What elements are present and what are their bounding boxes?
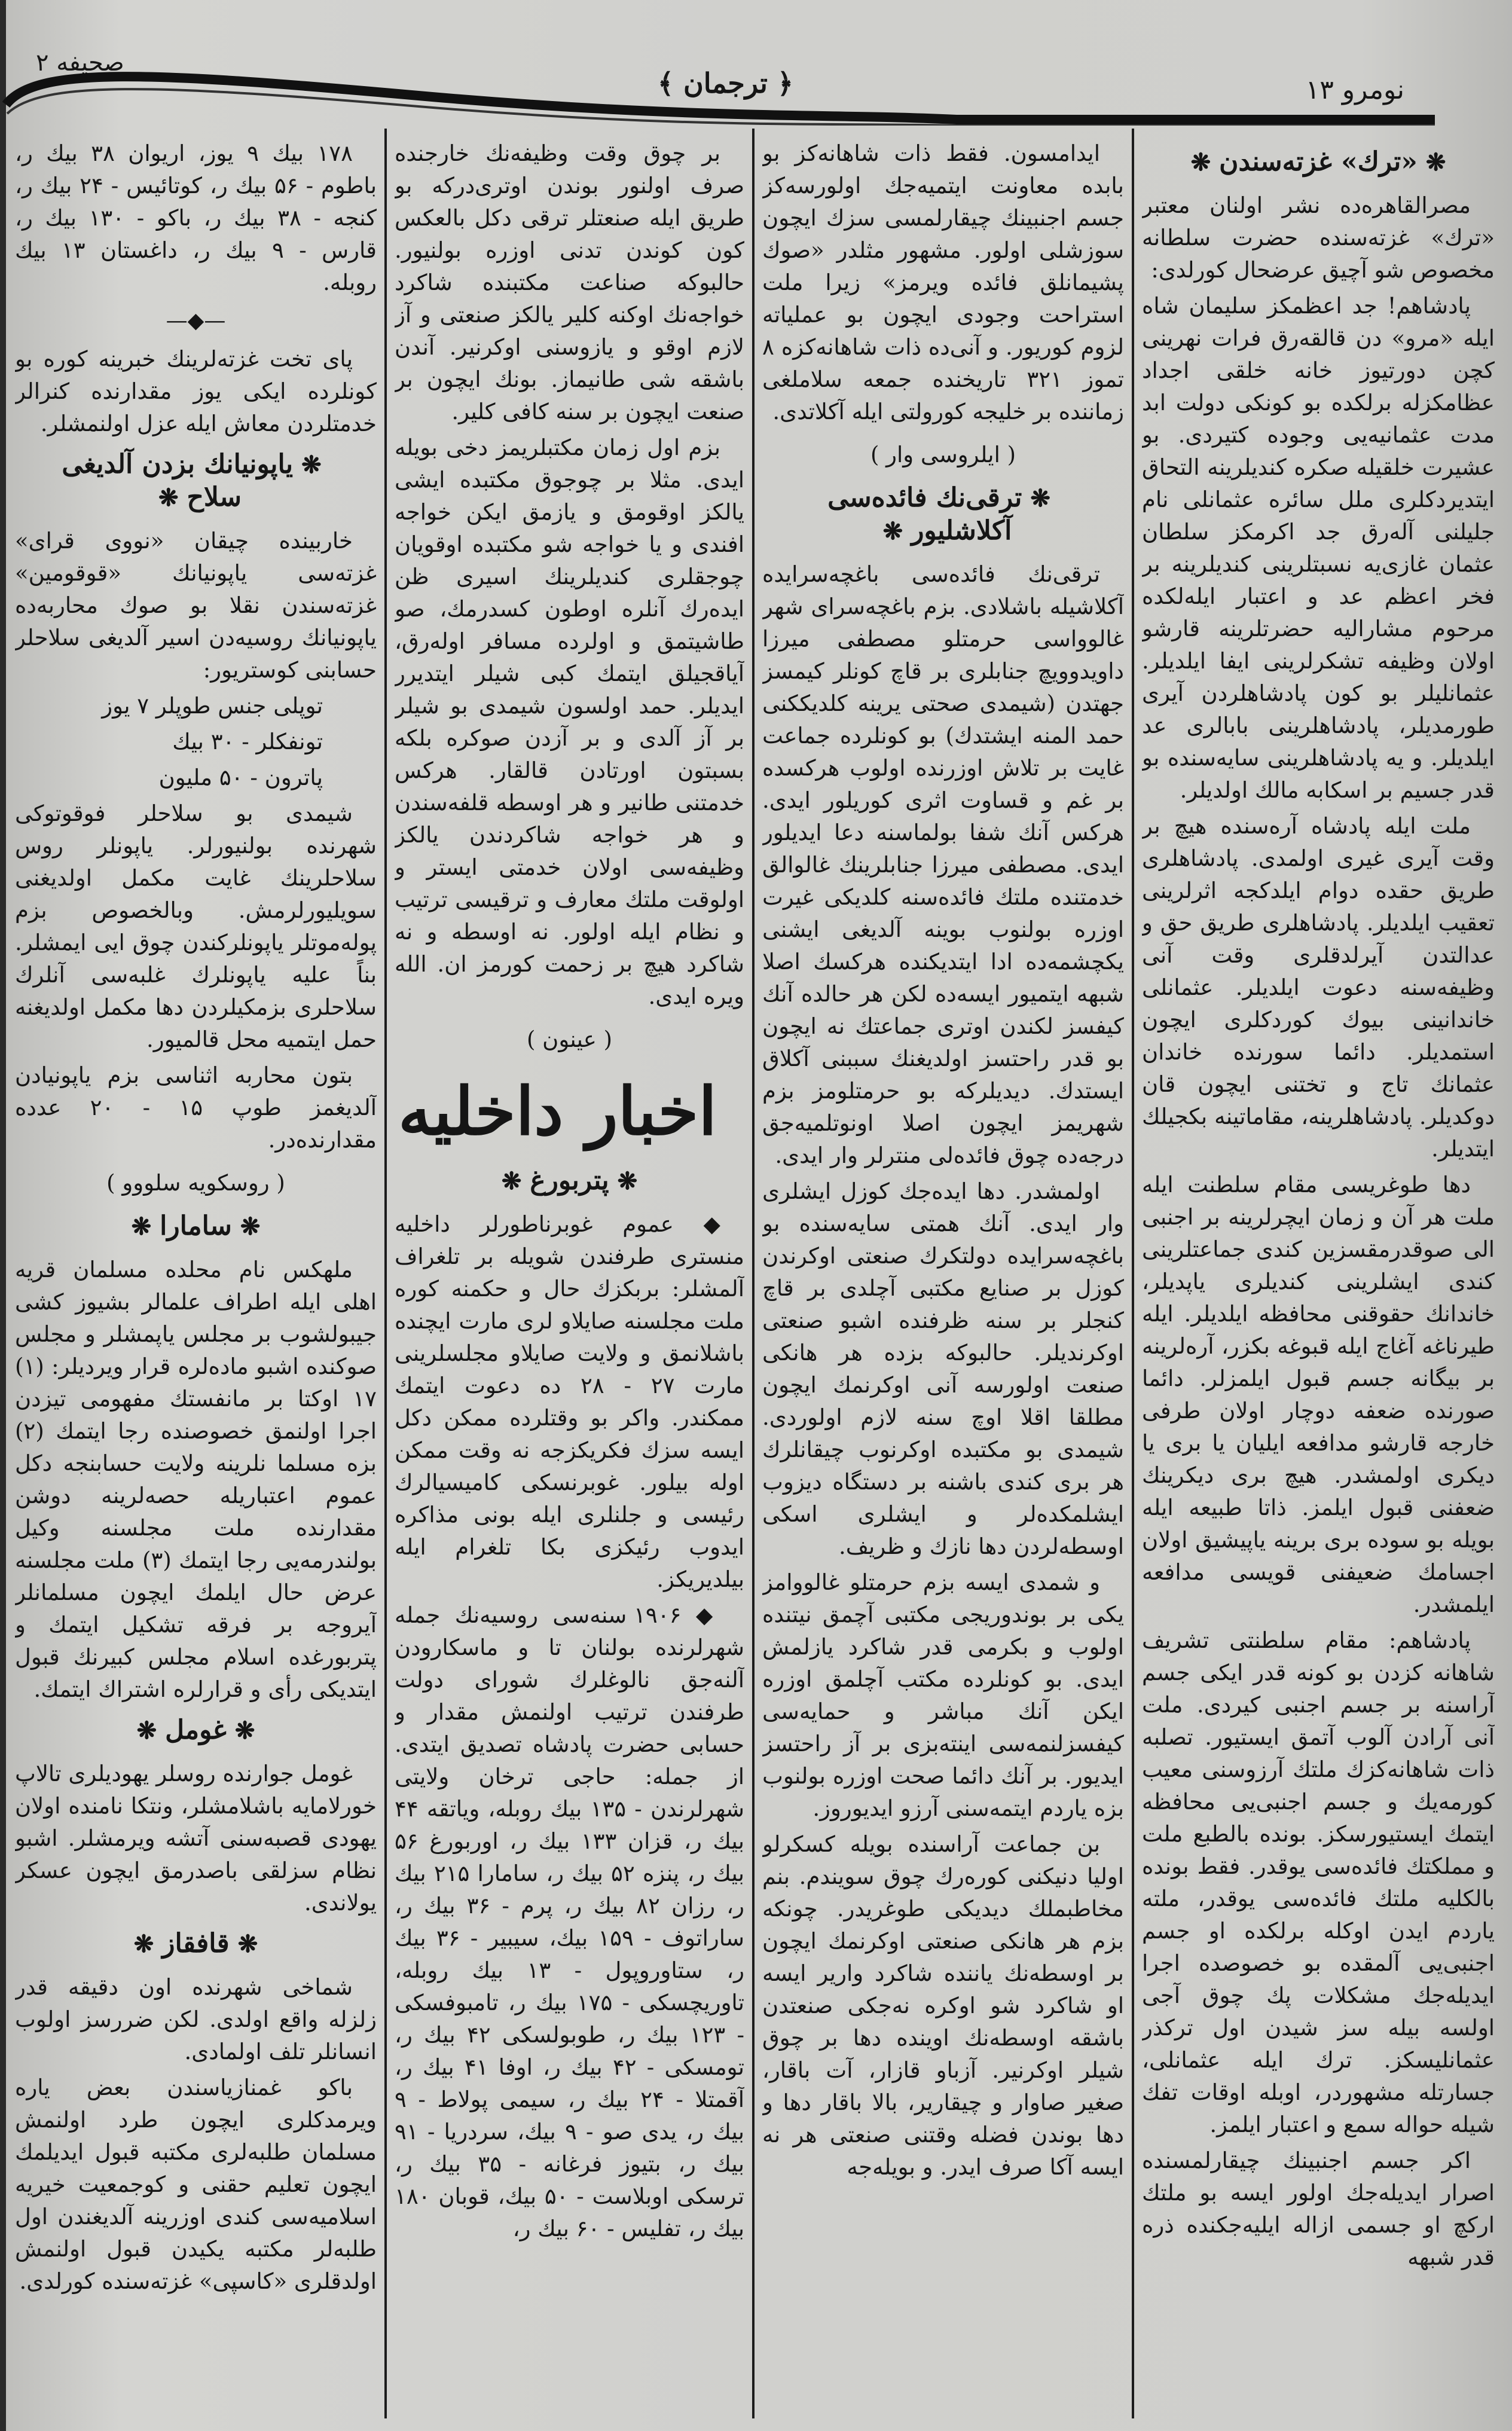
- ornament-icon: ❋: [882, 517, 903, 545]
- article-paragraph: ◆ ۱۹۰۶ سنه‌سی روسیه‌نك جمله شهرلرنده بولنان تا و ماسكارودن آلنه‌جق نالوغلرك شورای دولت طرفندن ترتیب اولنمش مقدار و حسابی حضرت پادشاه تصدیق ایتدی. از جمله: حاجی ترخان ولایتی شهرلرندن - ۱۳۵ بیك روبله، ویاتقه ۴۴ بیك ر، قزان ۱۳۳ بیك ر، اوربورغ ۵۶ بیك ر، پنزه ۵۲ بیك ر، سامارا ۲۱۵ بیك ر، رزان ۸۲ بیك ر، پرم - ۳۶ بیك ر، ساراتوف - ۱۵۹ بیك، سیبیر - ۳۶ بیك ر، ستاوروپول - ۱۳ بیك روبله، تاوریچسكی - ۱۷۵ بیك ر، تامبوفسكی - ۱۲۳ بیك ر، طوبولسكی ۴۲ بیك ر، تومسكی - ۴۲ بیك ر، اوفا ۴۱ بیك ر، آقمتلا - ۲۴ بیك ر، سیمی پولاط - ۹ بیك ر، یدی صو - ۹ بیك، سردریا - ۹۱ بیك ر، بتیوز فرغانه - ۳۵ بیك ر، ترسكی اوبلاست - ۵۰ بیك، قوبان ۱۸۰ بیك ر، تفلیس - ۶۰ بیك ر،: [395, 1602, 744, 2241]
- heading-text: یاپونیانك بزدن آلدیغی سلاح: [62, 449, 294, 512]
- heading-text: پتربورغ: [530, 1165, 609, 1196]
- ornament-icon: ❋: [158, 484, 179, 512]
- scan-edge: [0, 0, 6, 2431]
- article-paragraph: بتون محاربه اثناسی بزم یاپونیادن آلدیغمز طوپ ۱۵ - ۲۰ عدده مقدارنده‌در.: [15, 1062, 377, 1153]
- separator-ornament: —◆—: [166, 309, 226, 333]
- newspaper-title: ﴾ ترجمان ﴿: [658, 67, 793, 99]
- ornament-icon: ❋: [131, 1213, 152, 1241]
- section-heading: [15, 448, 377, 514]
- ornament-icon: ❋: [234, 1717, 255, 1745]
- column-rule: [384, 129, 387, 2418]
- byline-note: ( عینون ): [526, 1027, 613, 1052]
- section-heading: [395, 1165, 744, 1198]
- ornament-icon: ❋: [501, 1167, 522, 1195]
- list-item: پاترون - ۵۰ ملیون: [158, 765, 323, 790]
- ornament-icon: ❋: [301, 451, 322, 479]
- article-paragraph: اولمشدر. دها ایدەجك كوزل ایشلری وار ایدی. آنك همتی سایه‌سنده بو باغچه‌سرایده دولتكرك صنعتی اوكرندن كوزل بر صنایع مكتبی آچلدی بر قاچ كنجلر بر سنه ظرفنده اشبو صنعتی اوكرندیلر. حالبوكه بزده هر هانكی صنعت اولورسه آنی اوكرنمك ایچون مطلقا اقلا اوچ سنه لازم اولوردی. شیمدی بو مكتبده اوكرنوب چیقانلرك هر بری كندی باشنه بر دستگاه دیزوب ایشلمكده‌لر و ایشلری اسكی اوسطه‌لردن دها نازك و ظریف.: [762, 1178, 1124, 1559]
- column-2: [762, 138, 1124, 2415]
- article-paragraph: بن جماعت آراسنده بویله كسكرلو اولیا دنیكنی كوره‌رك چوق سویندم. بنم مخاطبملك دیدیكی طوغریدر. چونكه بزم هر هانكی صنعتی اوكرنمك ایچون بر اوسطه‌نك یاننده شاكرد واریر ایسه او شاكرد شو اوكره نه‌جكی صنعتدن باشقه اوسطه‌نك اوینده دها بر چوق شیلر اوكرنیر. آزباو قازار، آت باقار، صغیر صاوار و چیقاریر، بالا باقار دها و دها بوندن فضله وقتنی صنعتی هر نه ایسه آكا صرف ایدر. و بویله‌جه: [762, 1831, 1124, 2180]
- section-heading: [15, 1714, 377, 1747]
- list-item: توپلی جنس طوپلر ۷ یوز: [102, 693, 323, 719]
- article-paragraph: ملهكس نام محلده مسلمان قریه اهلی ایله اطراف علمالر بشیوز كشی جیبولشوب بر مجلس یاپمشلر و مجلس صوكنده اشبو ماده‌لره قرار ویردیلر: (۱) ۱۷ اوكتا بر مانفستك مفهومی تیزدن اجرا اولنمق خصوصنده رجا ایتمك (۲) بزه مسلما نلرینه ولایت حسابنجه دكل عموم اعتباریله حصه‌لرینه دوشن مقدارنده ملت مجلسنه وكیل بولندرمه‌یی رجا ایتمك (۳) ملت مجلسنه عرض حال ایلمك ایچون مسلمانلر آیروجه بر فرقه تشكیل ایتمك و پتربورغده اسلام مجلس كبیرنك قبول ایتدیكی رأی و قرارلره اشتراك ایتمك.: [15, 1257, 377, 1702]
- article-paragraph: خاربینده چیقان «نووی قرای» غزته‌سی یاپونیانك «قوقومین» غزته‌سندن نقلا بو صوك محاربه‌ده یاپونیانك روسیه‌دن اسیر آلدیغی سلاحلر حسابنی كوستریور:: [15, 528, 377, 683]
- column-3: [395, 138, 744, 2415]
- ornament-icon: ❋: [1030, 484, 1050, 512]
- article-paragraph: ترقی‌نك فائده‌سی باغچه‌سرایده آكلاشیله باشلادی. بزم باغچه‌سرای شهر غالوواسی حرمتلو مصطفی میرزا داویدوویچ جنابلری بر قاچ كونلر كیمسز جهتدن (شیمدی صحتی یرینه كلدیككنی حمد المنه ایشتدك) بو كونلرده جماعت غایت بر تلاش اوزرنده اولوب هركسده بر غم و قساوت اثری كوریلور ایدی. هركس آنك شفا بولماسنه دعا ایدیلور ایدی. مصطفی میرزا جنابلرینك غالوالق خدمتنده ملتك فائده‌سنه كلدیكی غیرت اوزره بولنوب بوینه آلدیغی ایشنی یكچشمه‌ده ادا ایتدیكنده هركسك اصلا شبهه ایتمیور ایسه‌ده لكن هر حالده آنك كیفسز لكندن اوتری جماعتك نه ایچون بو قدر راحتسز اولدیغنك سببنی آكلاق ایستدك. دیدیلركه بو حرمتلومز بزم شهریمز ایچون اصلا اونوتلمیه‌جق درجه‌ده چوق فائده‌لی منترلر وار ایدی.: [762, 561, 1124, 1168]
- heading-text: ترقی‌نك فائده‌سی آكلاشلیور: [827, 482, 1022, 546]
- ornament-icon: ❋: [136, 1717, 157, 1745]
- list-item: تونفكلر - ۳۰ بیك: [172, 729, 323, 755]
- article-paragraph: پای تخت غزته‌لرینك خبرینه كوره بو كونلرده ایكی یوز مقدارنده كنرالر خدمتلردن معاش ایله عزل اولنمشلر.: [15, 346, 377, 436]
- article-paragraph: ◆ عموم غوبرناطورلر داخلیه منستری طرفندن شویله بر تلغراف آلمشلر: بربكزك حال و حكمنه كوره ملت مجلسنه صایلاو لری مارت ایچنده باشلانمق و ولایت صایلاو مجلسلرینی مارت ۲۷ - ۲۸ ده دعوت ایتمك ممكندر. واكر بو وقتلرده ممكن دكل ایسه سزك فكریكزجه نه وقت ممكن اوله بیلور. غوبرنسكی كامیسیالرك رئیسی و جلنلری ایله بونی مذاكره ایدوب رئیكزی بكا تلغرام ایله بیلدیریكز.: [395, 1211, 744, 1592]
- page-number: صحیفه ۲: [36, 49, 124, 77]
- byline-note: ( روسكویه سلووو ): [106, 1170, 285, 1196]
- article-paragraph: باكو غمنازیاسندن بعض یاره ویرمدكلری ایچون طرد اولنمش مسلمان طلبه‌لری مكتبه قبول ایدیلمك ایچون تعلیم حقنی و كوجمعیت خیریه اسلامیه‌سی كندی اوزرینه آلدیغندن اول طلبه‌لر مكتبه یكیدن قبول اولنمش اولدقلری «كاسپی» غزته‌سنده كورلدی.: [15, 2075, 377, 2294]
- column-rule: [752, 129, 755, 2418]
- heading-text: «ترك» غزته‌سندن: [1219, 146, 1418, 177]
- article-paragraph: و شمدی ایسه بزم حرمتلو غالووامز یكی بر بوندوریجی مكتبی آچمق نیتنده اولوب و بكرمی قدر شاكرد یازلمش ایدی. بو كونلرده مكتب آچلمق اوزره ایكن آنك مباشر و حمایه‌سی كیفسزلنمه‌سی اینته‌بزی بر آز راحتسز ایدیور. بر آنك دائما صحت اوزره بولنوب بزه یاردم ایتمه‌سنی آرزو ایدیوروز.: [762, 1569, 1124, 1821]
- heading-text: سامارا: [160, 1211, 232, 1241]
- section-heading: [1142, 146, 1495, 179]
- column-1: [1142, 138, 1495, 2415]
- article-paragraph: شیمدی بو سلاحلر فوقوتوكی شهرنده بولنیورلر. یاپونلر روس سلاحلرینك غایت مكمل اولدیغنی سویلیورلرمش. وبالخصوص بزم پولەموتلر یاپونلركندن چوق ایی ایمشلر. بناً علیه یاپونلرك غلبه‌سی آنلرك سلاحلری بزمكیلردن دها مكمل اولدیغنه حمل ایتمیه محل قالمیور.: [15, 801, 377, 1052]
- article-paragraph: پادشاهم! جد اعظمكز سلیمان شاه ایله «مرو» دن قالقه‌رق فرات نهرینی كچن دورتیوز خانه خلقی اجداد عظامكزله برلكده بو كونكی دولت ابد مدت عثمانیه‌یی وجوده كتیردی. بو عشیرت خلقیله صكره كندیلرینه التحاق ایتدیردكلری ملل سائره عثمانلی نام جلیلنی آلەرق جد اكرمكز سلطان عثمان غازی‌یه نسبتلرینی كندیلرینه بر فخر اعظم عد و اعتبار ایله‌لكده مرحوم مشارالیه حضرتلرینه قارشو اولان وظیفه تشكرلرینی ایفا ایلدیلر. عثمانلیلر بو كون پادشاهلردن آیری طورمدیلر، پادشاهلرینی بابالری عد ایلدیلر. و یه پادشاهلرینی سایه‌سنده بو قدر جسیم بر اسكابه مالك اولدیلر.: [1142, 293, 1495, 803]
- section-title-calligraphic: اخبار داخلیه: [398, 1073, 717, 1150]
- masthead-swash-rule: [0, 60, 1512, 126]
- heading-text: غومل: [165, 1715, 227, 1745]
- ornament-icon: ❋: [237, 1930, 258, 1958]
- byline-note: ( ایلروسی وار ): [870, 442, 1016, 468]
- article-paragraph: شماخی شهرنده اون دقیقه قدر زلزله واقع اولدی. لكن ضررسز اولوب انسانلر تلف اولمادی.: [15, 1974, 377, 2064]
- article-paragraph: ملت ایله پادشاه آره‌سنده هیچ بر وقت آیری غیری اولمدی. پادشاهلری طریق حقده دوام ایلدكجه اثرلرینی تعقیب ایلدیلر. پادشاهلری طریق حق و عدالتدن آیرلدقلری وقت آنی وظیفه‌سنه دعوت ایلدیلر. عثمانلی خاندانینی بیوك كوردكلری ایچون استمدیلر. دائما سورنده خاندان عثمانك تاج و تختنی ایچون قان دوكدیلر. پادشاهلرینه، مقاماتینه بكجیلك ایتدیلر.: [1142, 813, 1495, 1162]
- section-heading: [762, 482, 1124, 548]
- section-heading: [15, 1210, 377, 1243]
- column-4: [15, 138, 377, 2415]
- article-paragraph: مصرالقاهره‌ده نشر اولنان معتبر «ترك» غزته‌سنده حضرت سلطانه مخصوص شو آچیق عرضحال كورلدی:: [1142, 193, 1495, 283]
- ornament-icon: ❋: [1425, 148, 1446, 176]
- ornament-icon: ❋: [133, 1930, 154, 1958]
- article-paragraph: پادشاهم: مقام سلطنتی تشریف شاهانه كزدن بو كونه قدر ایكی جسم آراسنه بر جسم اجنبی كیردی. ملت آنی آرادن آلوب آتمق ایستیور. تصلبه ذات شاهانه‌كزك ملتك آرزوسنی معیب كورمه‌یك و جسم اجنبی‌یی محافظه ایتمك ایستیورسكز. بونده بالطبع ملت و مملكتك فائده‌سی یوقدر. فقط بونده بالكلیه ملتك فائده‌سی یوقدر، ملته یاردم ایدن اوكله برلكده او جسم اجنبی‌یی آلمقده بو خصوصده اجرا ایدیلە‌جك مشكلات پك چوق آجی اولسه بیله سز شیدن اول تركذر عثمانلیسكز. ترك ایله عثمانلی، جسارتله مشهوردر، اوبله اوقات تفك شیله حواله سمع و اعتبار ایلمز.: [1142, 1627, 1495, 2137]
- ornament-icon: ❋: [240, 1213, 261, 1241]
- article-paragraph: اكر جسم اجنبینك چیقارلمسنده اصرار ایدیلە‌جك اولور ایسه بو ملتك اركچ او جسمی ازاله ایلیه‌جكنده ذره قدر شبهه: [1142, 2148, 1495, 2270]
- heading-text: قافقاز: [162, 1928, 230, 1959]
- issue-number: نومرو ۱۳: [1305, 75, 1404, 105]
- article-paragraph: ۱۷۸ بیك ۹ یوز، اریوان ۳۸ بیك ر، باطوم - ۵۶ بیك ر، كوتائیس - ۲۴ بیك ر، كنجه - ۳۸ بیك ر، باكو - ۱۳۰ بیك ر، قارس - ۹ بیك ر، داغستان ۱۳ بیك روبله.: [15, 141, 377, 295]
- article-paragraph: بر چوق وقت وظیفه‌نك خارجنده صرف اولنور بوندن اوتری‌دركه بو طریق ایله صنعتلر ترقی دكل بالعكس كون كوندن تدنی اوزره بولنیور. حالبوكه صناعت مكتبنده شاكرد خواجه‌نك اوكنه كلیر یالكز صنعتی و آز لازم اوقو و یازوسنی اوكرنیر. آندن باشقه شی طانیماز. بونك ایچون بر صنعت ایچون بر سنه كافی كلیر.: [395, 141, 744, 424]
- ornament-icon: ❋: [1190, 148, 1211, 176]
- article-paragraph: غومل جوارنده روسلر یهودیلری تالاپ خورلامایه باشلامشلر، ونتكا نامنده اولان یهودی قصبه‌سنی آتشه ویرمشلر. اشبو نظام سزلقی باصدرمق ایچون عسكر یولاندی.: [15, 1761, 377, 1916]
- article-paragraph: ایدامسون. فقط ذات شاهانه‌كز بو بابده معاونت ایتمیه‌جك اولورسه‌كز جسم اجنبینك چیقارلمسی سزك ایچون سوزشلی اولور. مشهور مثلدر «صوك پشیمانلق فائده ویرمز» زیرا ملت استراحت وجودی ایچون بو عملیاته لزوم كوریور. و آنی‌ده ذات شاهانه‌كزه ۸ تموز ۳۲۱ تاریخنده جمعه سلاملغی زماننده بر خلیجه كورولتی ایله آكلاتدی.: [762, 141, 1124, 424]
- ornament-icon: ❋: [617, 1167, 638, 1195]
- section-heading: [15, 1928, 377, 1960]
- article-paragraph: بزم اول زمان مكتبلریمز دخی بویله ایدی. مثلا بر چوجوق مكتبده ایشی یالكز اوقومق و یازمق ایكن خواجه افندی و یا خواجه شو مكتبده اوقویان چوجقلری كندیلرینك اسیری ظن ایدەرك آنلره اوطون كسدرمك، صو طاشیتمق و اولرده مسافر اوله‌رق، آیاقجیلق ایتمك كبی شیلر ایتدیرر ایدیلر. حمد اولسون شیمدی بو شیلر بر آز آلدی و بر آزدن صوكره بلكه بسبتون اورتادن قالقار. هركس خدمتنی طانیر و هر اوسطه قلفه‌سندن و هر خواجه شاكردندن یالكز وظیفه‌سی اولان خدمتی ایستر و اولوقت ملتك معارف و ترقیسی ترتیب و نظام ایله اولور. نه اوسطه و نه شاكرد هیچ بر زحمت كورمز ان. الله ویره ایدی.: [395, 435, 744, 1009]
- column-rule: [1132, 129, 1134, 2418]
- article-paragraph: دها طوغریسی مقام سلطنت ایله ملت هر آن و زمان ایچرلرینه بر اجنبی الی صوقدرمقسزین كندی جماعتلرینی كندی ایشلرینی كندیلری یاپدیلر، خاندانك حقوقنی محافظه ایلدیلر. ایله طیرناغه آغاج ایله قبوغه بكزر، آره‌لرینه بر بیگانه جسم قبول ایلمزلر. دائما صورنده ضعفه دوچار اولان طرفی خارجه قارشو مدافعه ایلیان یا بری یا دیكری اولمشدر. هیچ بری دیكرینك ضعفنی قبول ایلمز. ذاتا طبیعه ایله بویله بو سوده بری برینه یاپیشیق اولان اجسامك ضعیفنی قویسی مدافعه ایلمشدر.: [1142, 1172, 1495, 1617]
